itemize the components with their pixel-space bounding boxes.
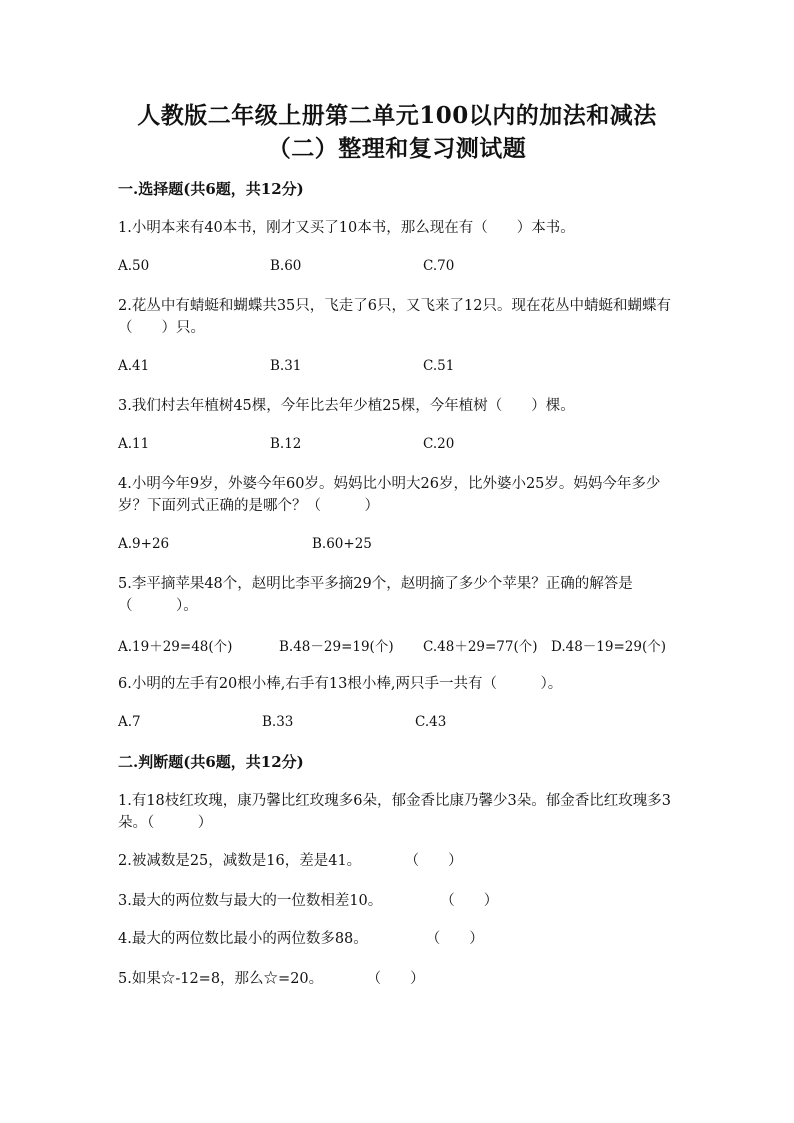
- option-c: C.51: [423, 358, 455, 374]
- option-a: A.19＋29=48(个): [118, 639, 233, 655]
- section-heading-judgement: 二.判断题(共6题，共12分): [118, 753, 304, 771]
- judgement-question-2: 2.被减数是25，减数是16，差是41。 （ ）: [118, 853, 463, 869]
- judgement-question-4: 4.最大的两位数比最小的两位数多88。 （ ）: [118, 931, 484, 947]
- option-a: A.11: [118, 436, 150, 452]
- choice-options-3: [118, 436, 688, 456]
- option-a: A.9+26: [118, 536, 170, 552]
- option-b: B.33: [262, 714, 294, 730]
- option-a: A.41: [118, 358, 150, 374]
- choice-options-5: [118, 635, 688, 655]
- page-title-line2: （二）整理和复习测试题: [267, 135, 527, 162]
- choice-options-1: [118, 258, 688, 278]
- judgement-question-1: 1.有18枝红玫瑰，康乃馨比红玫瑰多6朵，郁金香比康乃馨少3朵。郁金香比红玫瑰多3朵。（ ）: [118, 793, 671, 831]
- option-c: C.70: [423, 258, 455, 274]
- option-b: B.12: [270, 436, 302, 452]
- option-a: A.50: [118, 258, 150, 274]
- choice-question-5: 5.李平摘苹果48个，赵明比李平多摘29个，赵明摘了多少个苹果？正确的解答是 （ ）。: [118, 576, 648, 614]
- section-heading-choice: 一.选择题(共6题，共12分): [118, 180, 304, 198]
- judgement-question-5: 5.如果☆-12=8，那么☆=20。 （ ）: [118, 971, 425, 987]
- option-a: A.7: [118, 714, 141, 730]
- option-b: B.31: [270, 358, 302, 374]
- choice-question-3: 3.我们村去年植树45棵，今年比去年少植25棵，今年植树（ ）棵。: [118, 398, 575, 414]
- option-c: C.43: [415, 714, 447, 730]
- choice-question-1: 1.小明本来有40本书，刚才又买了10本书，那么现在有（ ）本书。: [118, 220, 575, 236]
- page-title-line1: 人教版二年级上册第二单元100以内的加法和减法: [137, 102, 657, 129]
- option-d: D.48－19=29(个): [551, 639, 667, 655]
- option-c: C.48＋29=77(个): [423, 639, 538, 655]
- judgement-question-3: 3.最大的两位数与最大的一位数相差10。 （ ）: [118, 893, 499, 909]
- option-b: B.60: [270, 258, 302, 274]
- choice-options-2: [118, 358, 688, 378]
- option-c: C.20: [423, 436, 455, 452]
- choice-question-2: 2.花丛中有蜻蜓和蝴蝶共35只，飞走了6只，又飞来了12只。现在花丛中蜻蜓和蝴蝶有（ ）只。: [118, 298, 671, 336]
- choice-options-4: [118, 536, 688, 556]
- choice-options-6: [118, 714, 688, 734]
- choice-question-6: 6.小明的左手有20根小棒,右手有13根小棒,两只手一共有（ ）。: [118, 676, 563, 692]
- choice-question-4: 4.小明今年9岁，外婆今年60岁。妈妈比小明大26岁，比外婆小25岁。妈妈今年多少岁？下面列式正确的是哪个？（ ）: [118, 476, 661, 514]
- option-b: B.48－29=19(个): [279, 639, 394, 655]
- option-b: B.60+25: [312, 536, 372, 552]
